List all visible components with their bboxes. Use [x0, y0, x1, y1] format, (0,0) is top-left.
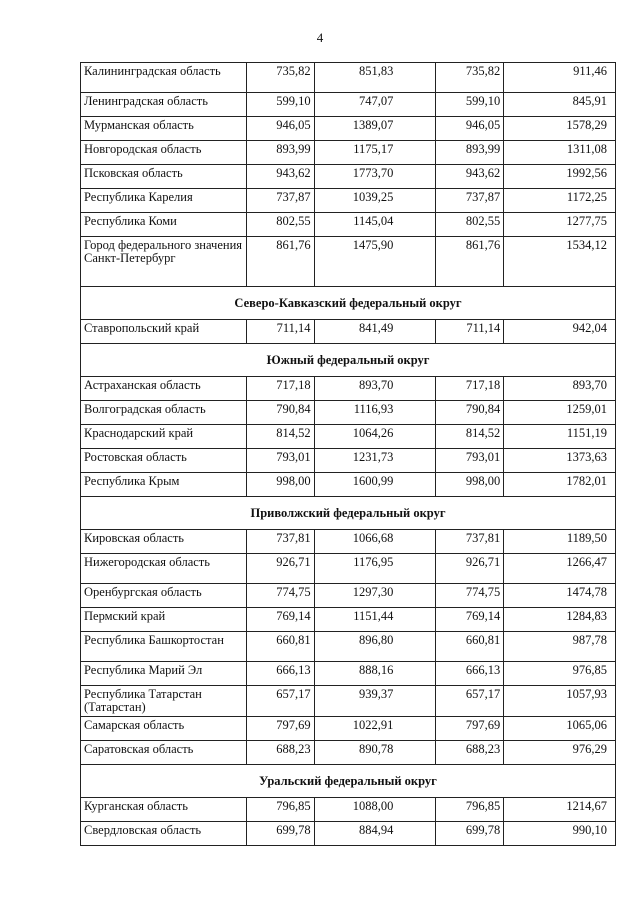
value-cell-1: 774,75 [246, 584, 314, 608]
value-cell-4: 1782,01 [504, 473, 616, 497]
table-row [81, 63, 616, 93]
table-row [81, 141, 616, 165]
value-cell-4: 942,04 [504, 320, 616, 344]
value-cell-3: 814,52 [436, 425, 504, 449]
section-title: Уральский федеральный округ [81, 765, 616, 798]
region-name-cell: Астраханская область [81, 377, 247, 401]
region-name-cell: Республика Марий Эл [81, 662, 247, 686]
table-row [81, 798, 616, 822]
region-name-cell: Пермский край [81, 608, 247, 632]
value-cell-3: 893,99 [436, 141, 504, 165]
region-name-cell: Мурманская область [81, 117, 247, 141]
value-cell-4: 1151,19 [504, 425, 616, 449]
value-cell-2: 1039,25 [314, 189, 436, 213]
region-name-cell: Новгородская область [81, 141, 247, 165]
value-cell-2: 1176,95 [314, 554, 436, 584]
value-cell-3: 660,81 [436, 632, 504, 662]
table-row [81, 189, 616, 213]
region-name-cell: Республика Карелия [81, 189, 247, 213]
region-name-cell: Ленинградская область [81, 93, 247, 117]
value-cell-3: 666,13 [436, 662, 504, 686]
value-cell-3: 699,78 [436, 822, 504, 846]
value-cell-3: 797,69 [436, 717, 504, 741]
value-cell-1: 717,18 [246, 377, 314, 401]
table-row [81, 822, 616, 846]
region-name-cell: Республика Коми [81, 213, 247, 237]
table-row [81, 662, 616, 686]
section-title: Северо-Кавказский федеральный округ [81, 287, 616, 320]
value-cell-2: 1297,30 [314, 584, 436, 608]
table-row [81, 425, 616, 449]
table-row [81, 165, 616, 189]
value-cell-1: 660,81 [246, 632, 314, 662]
region-name-cell: Псковская область [81, 165, 247, 189]
section-header-row [81, 497, 616, 530]
value-cell-1: 814,52 [246, 425, 314, 449]
value-cell-1: 657,17 [246, 686, 314, 717]
value-cell-2: 1175,17 [314, 141, 436, 165]
table-row [81, 530, 616, 554]
value-cell-2: 884,94 [314, 822, 436, 846]
value-cell-4: 990,10 [504, 822, 616, 846]
value-cell-3: 737,87 [436, 189, 504, 213]
value-cell-2: 1773,70 [314, 165, 436, 189]
value-cell-4: 893,70 [504, 377, 616, 401]
value-cell-3: 688,23 [436, 741, 504, 765]
table-row [81, 117, 616, 141]
value-cell-4: 1284,83 [504, 608, 616, 632]
value-cell-4: 1474,78 [504, 584, 616, 608]
table-row [81, 213, 616, 237]
value-cell-4: 1266,47 [504, 554, 616, 584]
value-cell-4: 1992,56 [504, 165, 616, 189]
value-cell-4: 1259,01 [504, 401, 616, 425]
value-cell-1: 943,62 [246, 165, 314, 189]
value-cell-4: 1189,50 [504, 530, 616, 554]
value-cell-4: 1534,12 [504, 237, 616, 287]
value-cell-3: 735,82 [436, 63, 504, 93]
value-cell-4: 1311,08 [504, 141, 616, 165]
table-row [81, 93, 616, 117]
value-cell-4: 1214,67 [504, 798, 616, 822]
value-cell-1: 797,69 [246, 717, 314, 741]
section-header-row [81, 344, 616, 377]
section-title: Приволжский федеральный округ [81, 497, 616, 530]
value-cell-1: 946,05 [246, 117, 314, 141]
value-cell-3: 998,00 [436, 473, 504, 497]
region-name-cell: Свердловская область [81, 822, 247, 846]
region-name-cell: Саратовская область [81, 741, 247, 765]
value-cell-4: 1373,63 [504, 449, 616, 473]
section-header-row [81, 765, 616, 798]
region-name-cell: Город федерального значения Санкт-Петербург [81, 237, 247, 287]
value-cell-1: 893,99 [246, 141, 314, 165]
table-row [81, 320, 616, 344]
value-cell-1: 699,78 [246, 822, 314, 846]
tariff-table [80, 62, 616, 846]
value-cell-3: 790,84 [436, 401, 504, 425]
value-cell-1: 793,01 [246, 449, 314, 473]
region-name-cell: Курганская область [81, 798, 247, 822]
table-row [81, 237, 616, 287]
value-cell-1: 790,84 [246, 401, 314, 425]
value-cell-3: 861,76 [436, 237, 504, 287]
region-name-cell: Калининградская область [81, 63, 247, 93]
value-cell-2: 939,37 [314, 686, 436, 717]
value-cell-3: 943,62 [436, 165, 504, 189]
value-cell-2: 1145,04 [314, 213, 436, 237]
value-cell-2: 1064,26 [314, 425, 436, 449]
value-cell-1: 666,13 [246, 662, 314, 686]
section-title: Южный федеральный округ [81, 344, 616, 377]
value-cell-3: 793,01 [436, 449, 504, 473]
value-cell-2: 1389,07 [314, 117, 436, 141]
region-name-cell: Ставропольский край [81, 320, 247, 344]
value-cell-1: 926,71 [246, 554, 314, 584]
value-cell-1: 802,55 [246, 213, 314, 237]
value-cell-2: 1475,90 [314, 237, 436, 287]
page-number: 4 [316, 30, 324, 45]
value-cell-2: 890,78 [314, 741, 436, 765]
value-cell-4: 845,91 [504, 93, 616, 117]
region-name-cell: Краснодарский край [81, 425, 247, 449]
value-cell-4: 1277,75 [504, 213, 616, 237]
value-cell-3: 774,75 [436, 584, 504, 608]
value-cell-2: 1088,00 [314, 798, 436, 822]
table-row [81, 608, 616, 632]
table-row [81, 584, 616, 608]
table-row [81, 717, 616, 741]
value-cell-4: 1065,06 [504, 717, 616, 741]
value-cell-4: 1057,93 [504, 686, 616, 717]
region-name-cell: Волгоградская область [81, 401, 247, 425]
section-header-row [81, 287, 616, 320]
value-cell-4: 1578,29 [504, 117, 616, 141]
table-row [81, 401, 616, 425]
region-name-cell: Оренбургская область [81, 584, 247, 608]
table-row [81, 686, 616, 717]
value-cell-1: 998,00 [246, 473, 314, 497]
value-cell-2: 841,49 [314, 320, 436, 344]
value-cell-3: 946,05 [436, 117, 504, 141]
table-row [81, 741, 616, 765]
table-row [81, 473, 616, 497]
value-cell-1: 688,23 [246, 741, 314, 765]
value-cell-1: 711,14 [246, 320, 314, 344]
value-cell-3: 711,14 [436, 320, 504, 344]
value-cell-2: 1022,91 [314, 717, 436, 741]
value-cell-1: 796,85 [246, 798, 314, 822]
value-cell-2: 1231,73 [314, 449, 436, 473]
table-row [81, 554, 616, 584]
region-name-cell: Нижегородская область [81, 554, 247, 584]
value-cell-4: 911,46 [504, 63, 616, 93]
value-cell-3: 737,81 [436, 530, 504, 554]
region-name-cell: Республика Башкортостан [81, 632, 247, 662]
value-cell-3: 769,14 [436, 608, 504, 632]
value-cell-2: 893,70 [314, 377, 436, 401]
table-row [81, 449, 616, 473]
region-name-cell: Республика Татарстан (Татарстан) [81, 686, 247, 717]
value-cell-3: 657,17 [436, 686, 504, 717]
value-cell-1: 599,10 [246, 93, 314, 117]
region-name-cell: Ростовская область [81, 449, 247, 473]
value-cell-3: 802,55 [436, 213, 504, 237]
region-name-cell: Кировская область [81, 530, 247, 554]
value-cell-2: 1116,93 [314, 401, 436, 425]
value-cell-4: 976,85 [504, 662, 616, 686]
value-cell-3: 926,71 [436, 554, 504, 584]
value-cell-2: 747,07 [314, 93, 436, 117]
value-cell-4: 987,78 [504, 632, 616, 662]
value-cell-3: 717,18 [436, 377, 504, 401]
region-name-cell: Республика Крым [81, 473, 247, 497]
value-cell-2: 1066,68 [314, 530, 436, 554]
value-cell-1: 861,76 [246, 237, 314, 287]
value-cell-2: 851,83 [314, 63, 436, 93]
value-cell-1: 735,82 [246, 63, 314, 93]
value-cell-3: 796,85 [436, 798, 504, 822]
table-body [81, 63, 616, 846]
value-cell-2: 1151,44 [314, 608, 436, 632]
value-cell-2: 896,80 [314, 632, 436, 662]
value-cell-1: 769,14 [246, 608, 314, 632]
value-cell-4: 1172,25 [504, 189, 616, 213]
table-row [81, 632, 616, 662]
value-cell-1: 737,81 [246, 530, 314, 554]
value-cell-2: 1600,99 [314, 473, 436, 497]
region-name-cell: Самарская область [81, 717, 247, 741]
value-cell-2: 888,16 [314, 662, 436, 686]
value-cell-3: 599,10 [436, 93, 504, 117]
value-cell-1: 737,87 [246, 189, 314, 213]
value-cell-4: 976,29 [504, 741, 616, 765]
table-row [81, 377, 616, 401]
